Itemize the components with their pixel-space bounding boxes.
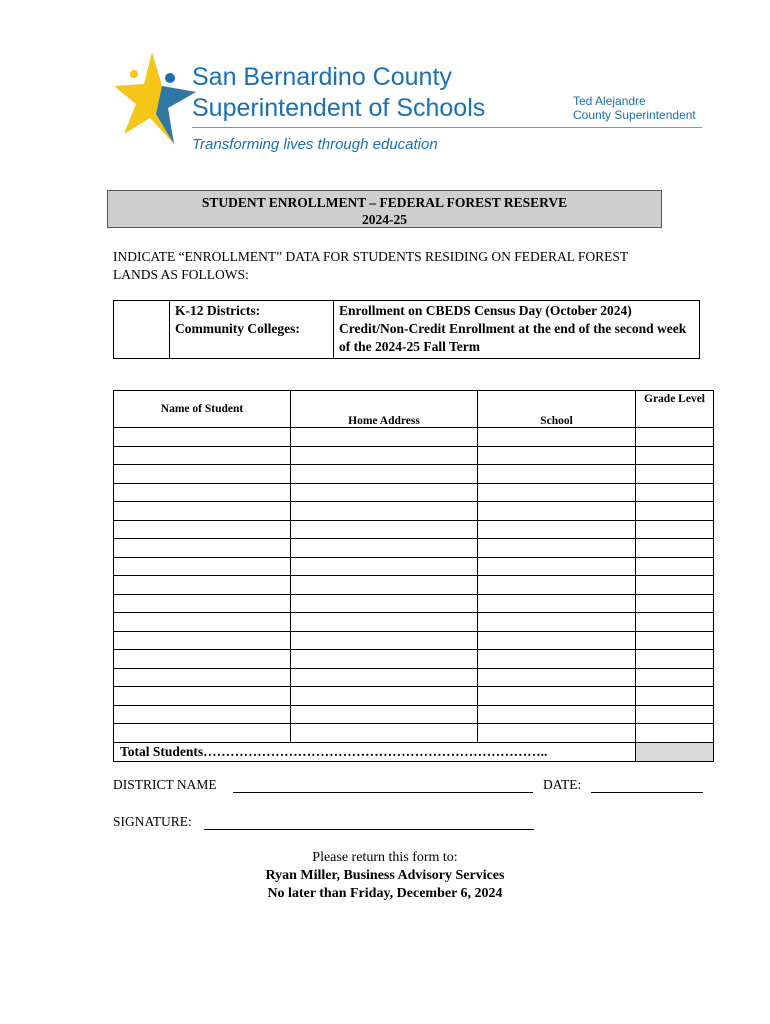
total-students-cell[interactable] — [636, 742, 714, 761]
enrollment-definitions-table — [113, 300, 700, 359]
cc-definition: Credit/Non-Credit Enrollment at the end of the second week of the 2024-25 Fall Term — [339, 321, 687, 354]
tagline: Transforming lives through education — [192, 136, 438, 153]
school-cell[interactable] — [478, 594, 636, 613]
header-divider — [192, 127, 702, 128]
form-title: STUDENT ENROLLMENT – FEDERAL FOREST RESERVE — [201, 195, 568, 210]
table-row — [114, 465, 714, 484]
student-name-cell[interactable] — [114, 446, 291, 465]
home-address-cell[interactable] — [291, 650, 478, 669]
signature-label: SIGNATURE: — [113, 814, 192, 829]
table-row — [114, 687, 714, 706]
return-contact: Ryan Miller, Business Advisory Services — [265, 868, 505, 883]
star-logo-icon — [112, 48, 198, 148]
table-row — [114, 539, 714, 558]
superintendent-name: Ted Alejandre — [573, 94, 646, 108]
student-name-cell[interactable] — [114, 520, 291, 539]
school-cell[interactable] — [478, 631, 636, 650]
home-address-cell[interactable] — [291, 594, 478, 613]
home-address-cell[interactable] — [291, 576, 478, 595]
table-row — [114, 668, 714, 687]
home-address-cell[interactable] — [291, 520, 478, 539]
student-name-cell[interactable] — [114, 502, 291, 521]
grade-level-cell[interactable] — [636, 502, 714, 521]
table-row — [114, 613, 714, 632]
grade-level-cell[interactable] — [636, 724, 714, 743]
student-name-cell[interactable] — [114, 724, 291, 743]
org-name-line2: Superintendent of Schools — [192, 94, 486, 122]
student-name-cell[interactable] — [114, 539, 291, 558]
school-cell[interactable] — [478, 668, 636, 687]
header-school: School — [478, 391, 636, 428]
home-address-cell[interactable] — [291, 687, 478, 706]
k12-definition: Enrollment on CBEDS Census Day (October 2024) — [339, 303, 632, 318]
return-deadline: No later than Friday, December 6, 2024 — [267, 886, 503, 901]
table-row — [114, 520, 714, 539]
student-table — [113, 390, 714, 762]
grade-level-cell[interactable] — [636, 631, 714, 650]
table-row — [114, 576, 714, 595]
return-intro: Please return this form to: — [312, 850, 458, 865]
school-cell[interactable] — [478, 650, 636, 669]
table-row — [114, 631, 714, 650]
student-name-cell[interactable] — [114, 428, 291, 447]
school-cell[interactable] — [478, 465, 636, 484]
grade-level-cell[interactable] — [636, 705, 714, 724]
home-address-cell[interactable] — [291, 428, 478, 447]
table-row — [114, 483, 714, 502]
school-cell[interactable] — [478, 428, 636, 447]
table-row — [114, 705, 714, 724]
header-name-of-student: Name of Student — [114, 391, 291, 428]
grade-level-cell[interactable] — [636, 576, 714, 595]
student-name-cell[interactable] — [114, 613, 291, 632]
table-row — [114, 557, 714, 576]
definition-texts — [334, 301, 700, 359]
form-year: 2024-25 — [362, 212, 407, 227]
student-name-cell[interactable] — [114, 483, 291, 502]
table-row — [114, 428, 714, 447]
grade-level-cell[interactable] — [636, 539, 714, 558]
student-name-cell[interactable] — [114, 687, 291, 706]
total-students-label: Total Students………………………………………………………………….. — [114, 742, 636, 761]
home-address-cell[interactable] — [291, 557, 478, 576]
school-cell[interactable] — [478, 539, 636, 558]
form-title-box — [107, 190, 662, 228]
student-name-cell[interactable] — [114, 465, 291, 484]
student-name-cell[interactable] — [114, 650, 291, 669]
grade-level-cell[interactable] — [636, 613, 714, 632]
table-row — [114, 502, 714, 521]
district-name-label: DISTRICT NAME — [113, 777, 217, 792]
student-name-cell[interactable] — [114, 594, 291, 613]
cc-label: Community Colleges: — [175, 321, 300, 336]
grade-level-cell[interactable] — [636, 465, 714, 484]
grade-level-cell[interactable] — [636, 446, 714, 465]
table-row — [114, 724, 714, 743]
grade-level-cell[interactable] — [636, 650, 714, 669]
district-name-line[interactable] — [233, 792, 533, 793]
home-address-cell[interactable] — [291, 483, 478, 502]
definition-labels — [170, 301, 334, 359]
home-address-cell[interactable] — [291, 724, 478, 743]
grade-level-cell[interactable] — [636, 687, 714, 706]
school-cell[interactable] — [478, 705, 636, 724]
home-address-cell[interactable] — [291, 539, 478, 558]
grade-level-cell[interactable] — [636, 557, 714, 576]
grade-level-cell[interactable] — [636, 668, 714, 687]
student-name-cell[interactable] — [114, 557, 291, 576]
grade-level-cell[interactable] — [636, 483, 714, 502]
school-cell[interactable] — [478, 687, 636, 706]
grade-level-cell[interactable] — [636, 520, 714, 539]
school-cell[interactable] — [478, 483, 636, 502]
total-row — [114, 742, 714, 761]
student-name-cell[interactable] — [114, 576, 291, 595]
home-address-cell[interactable] — [291, 502, 478, 521]
school-cell[interactable] — [478, 576, 636, 595]
table-header-row — [114, 391, 714, 428]
org-name-line1: San Bernardino County — [192, 63, 452, 91]
school-cell[interactable] — [478, 446, 636, 465]
student-rows — [114, 428, 714, 743]
date-label: DATE: — [543, 777, 582, 792]
home-address-cell[interactable] — [291, 613, 478, 632]
school-cell[interactable] — [478, 557, 636, 576]
school-cell[interactable] — [478, 502, 636, 521]
home-address-cell[interactable] — [291, 705, 478, 724]
grade-level-cell[interactable] — [636, 594, 714, 613]
school-cell[interactable] — [478, 613, 636, 632]
school-cell[interactable] — [478, 520, 636, 539]
grade-level-cell[interactable] — [636, 428, 714, 447]
table-row — [114, 650, 714, 669]
home-address-cell[interactable] — [291, 631, 478, 650]
home-address-cell[interactable] — [291, 465, 478, 484]
school-cell[interactable] — [478, 724, 636, 743]
header-home-address: Home Address — [291, 391, 478, 428]
signature-line[interactable] — [204, 829, 534, 830]
student-name-cell[interactable] — [114, 668, 291, 687]
date-line[interactable] — [591, 792, 703, 793]
instructions: INDICATE “ENROLLMENT” DATA FOR STUDENTS RESIDING ON FEDERAL FOREST LANDS AS FOLLOWS: — [113, 249, 628, 282]
header-grade-level: Grade Level — [636, 391, 714, 428]
table-row — [114, 594, 714, 613]
home-address-cell[interactable] — [291, 446, 478, 465]
definitions-blank-cell — [114, 301, 170, 359]
superintendent-title: County Superintendent — [573, 108, 696, 122]
k12-label: K-12 Districts: — [175, 303, 261, 318]
student-name-cell[interactable] — [114, 631, 291, 650]
home-address-cell[interactable] — [291, 668, 478, 687]
student-name-cell[interactable] — [114, 705, 291, 724]
table-row — [114, 446, 714, 465]
